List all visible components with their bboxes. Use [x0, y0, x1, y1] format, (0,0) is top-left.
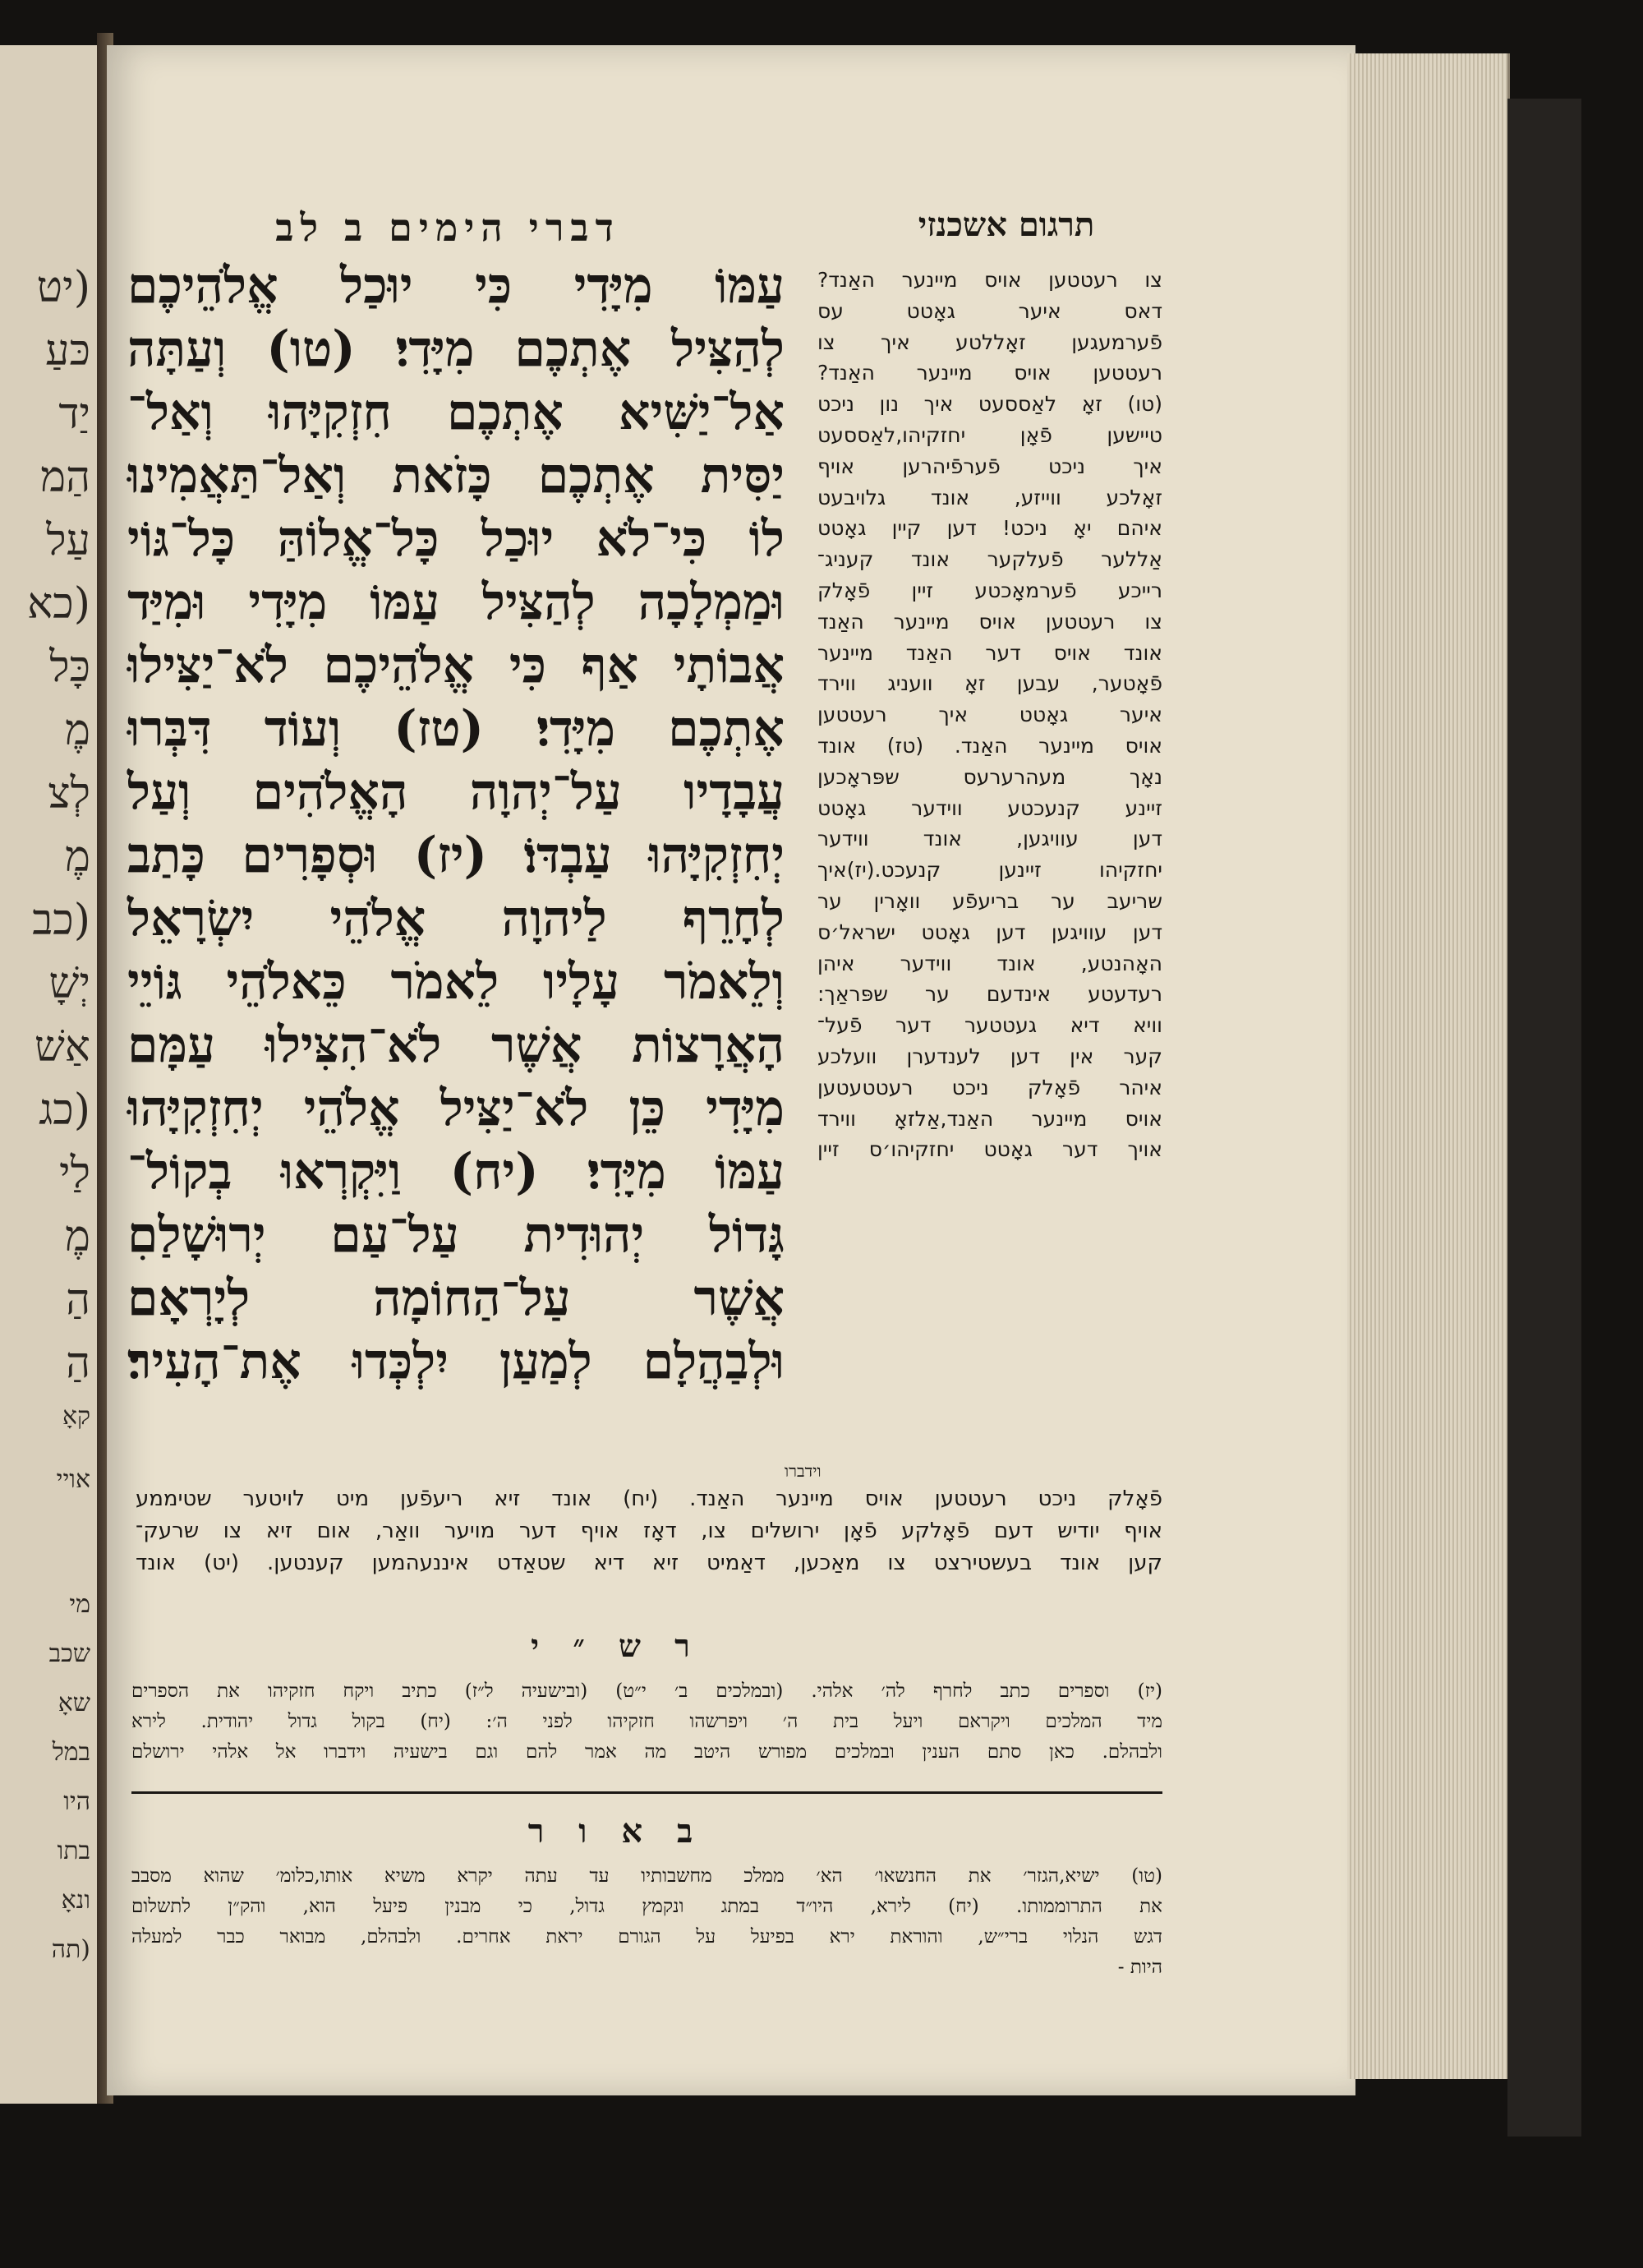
left-page-fragment: היו: [63, 1787, 90, 1816]
hebrew-line: מִיָּדִי כֵּן לֹא־יַצִּיל אֱלֹהֵי יְחִזְקִיָּהוּ: [127, 1080, 785, 1137]
hebrew-line: גָּדוֹל יְהוּדִית עַל־עַם יְרוּשָׁלַםִ: [127, 1206, 785, 1264]
left-page-fragment: (כא: [27, 579, 90, 629]
yiddish-continuation: [136, 1483, 1162, 1579]
yiddish-line: קען אונד בעשטירצט צו מאַכען, דאַמיט זיא דיא שטאַדט איננעהמען קענטען. (יט) אונד: [136, 1551, 1162, 1575]
left-page-fragment: במל: [52, 1738, 90, 1767]
left-page-fragment: מֶ: [65, 1212, 90, 1261]
yiddish-line: צו רעטטען אויס מיינער האַנד?: [817, 268, 1162, 292]
yiddish-line: טיישען פֿאָן יחזקיהו,לאַססעט: [817, 422, 1162, 447]
biur-line: דגש הנלוי ברי״ש, והוראת ירא בפיעל על הגורם יראת אחרים. ולבהלם, מבואר כבר למעלה: [131, 1926, 1162, 1948]
yiddish-line: קער אין דען לענדערן וועלכע: [817, 1044, 1162, 1068]
header-left-title: דברי הימים ב לב: [275, 205, 620, 250]
hebrew-line: לְהַצִּיל אֶתְכֶם מִיָּדִי׃ (טו) וְעַתָּה: [127, 320, 785, 378]
yiddish-line: צו רעטטען אויס מיינער האַנד: [817, 609, 1162, 634]
yiddish-line: רייכע פֿערמאָכטע זיין פֿאָלק: [817, 578, 1162, 602]
yiddish-line: דען עוויגען דען גאָטט ישראל׳ס: [817, 920, 1162, 944]
left-page-fragment: מֶ: [65, 706, 90, 755]
yiddish-line: יחזקיהו זיינען קנעכט.(יז)איך: [817, 858, 1162, 883]
hebrew-line: לְחָרֵף לַיהוָה אֱלֹהֵי יִשְׂרָאֵל: [127, 890, 785, 947]
left-page-fragment: אַשׁ: [34, 1022, 90, 1072]
yiddish-line: איער גאָטט איך רעטטען: [817, 703, 1162, 727]
rashi-line: ולבהלם. כאן סתם הענין ובמלכים מפורש היטב מה אמר להם וגם בישעיה וידברו אל אלהי ירושלם: [131, 1741, 1162, 1763]
left-page-fragment: (כב: [32, 896, 90, 945]
left-page-fragment: יְשָׁ: [48, 959, 90, 1008]
yiddish-line: אויס מיינער האַנד. (טז) אונד: [817, 733, 1162, 758]
yiddish-line: פֿערמעגען זאָללטע איך צו: [817, 330, 1162, 354]
yiddish-line: איהר פֿאָלק ניכט רעטטעטען: [817, 1075, 1162, 1099]
left-page-fragment: ונאָ: [61, 1886, 90, 1915]
yiddish-line: וויא דיא געטטער דער פֿעל־: [817, 1013, 1162, 1038]
yiddish-line: האָהנטע, אונד ווידער איהן: [817, 951, 1162, 975]
yiddish-line: שריעב ער בריעפֿע וואָרין ער: [817, 888, 1162, 913]
hebrew-line: אֲבוֹתָי אַף כִּי אֱלֹהֵיכֶם לֹא־יַצִּילוּ: [127, 637, 785, 694]
yiddish-line: אַללער פֿעלקער אונד קעניג־: [817, 547, 1162, 572]
yiddish-line: איך ניכט פֿערפֿיהרען אויף: [817, 454, 1162, 478]
biur-commentary: [131, 1861, 1162, 1983]
left-page-fragment: עַל: [46, 516, 90, 565]
biur-line: (טו) ישיא,הגזר׳ את החנשאו׳ הא׳ ממלכ מחשבותיו עד עתה יקרא משיא אותו,כלומ׳ שהוא מסבב: [131, 1865, 1162, 1887]
hebrew-line: וּמַמְלָכָה לְהַצִּיל עַמּוֹ מִיָּדִי וּמִיַּד: [127, 574, 785, 631]
yiddish-line: זאָלכע ווייזע, אונד גלויבעט: [817, 485, 1162, 509]
yiddish-line: אויך דער גאָטט יחזקיהו׳ס זיין: [817, 1137, 1162, 1162]
hebrew-line: יַסִּית אֶתְכֶם כָּזֹאת וְאַל־תַּאֲמִינוּ: [127, 447, 785, 505]
hebrew-line: וְלֵאמֹר עָלָיו לֵאמֹר כֵּאלֹהֵי גּוֹיֵי: [127, 953, 785, 1011]
hebrew-line: אֶתְכֶם מִיָּדִי׃ (טז) וְעוֹד דִּבְּרוּ: [127, 700, 785, 758]
left-page-fragment: כָּל: [49, 643, 90, 692]
book-cover: [1507, 99, 1581, 2137]
left-page-fragment: כּעַ: [45, 326, 90, 376]
catchword: וידברו: [785, 1461, 822, 1481]
yiddish-line: רעטטען אויס מיינער האַנד?: [817, 361, 1162, 385]
left-page-fragment: הַ: [66, 1339, 90, 1388]
left-page-fragment: מֶ: [65, 832, 90, 882]
left-page-fragment: שאָ: [58, 1689, 90, 1717]
left-page-fragment: מי: [69, 1590, 90, 1619]
rashi-line: (יז) וספרים כתב לחרף לה׳ אלהי. (ובמלכים ב׳ י״ט) (ובישעיה ל״ז) כתיב ויקח חזקיהו את הספרים: [131, 1680, 1162, 1702]
left-page-fragment: (יט: [36, 263, 90, 312]
hebrew-text-column: [127, 255, 785, 1394]
yiddish-line: (טו) זאָ לאַססעט איך נון ניכט: [817, 392, 1162, 417]
hebrew-line: אַל־יַשִּׁיא אֶתְכֶם חִזְקִיָּהוּ וְאַל־: [127, 384, 785, 441]
page-edges: [1347, 53, 1510, 2079]
divider-rule: [131, 1791, 1162, 1794]
yiddish-line: פֿאָלק ניכט רעטטען אויס מיינער האַנד. (יח) אונד זיא ריעפֿען מיט לויטער שטיממע: [136, 1487, 1162, 1511]
hebrew-line: עַמּוֹ מִיָּדִי כִּי יוּכַל אֱלֹהֵיכֶם: [127, 257, 785, 315]
yiddish-line: אונד אויס דער האַנד מיינער: [817, 640, 1162, 665]
yiddish-line: זיינע קנעכטע ווידער גאָטט: [817, 795, 1162, 820]
rashi-commentary: [131, 1676, 1162, 1768]
biur-line: את התרוממותו. (יח) לירא, היו״ד במתג ונקמץ גדול, כי מבנין פיעל הוא, והק״ן לתשלום: [131, 1896, 1162, 1917]
left-page-edge: [0, 45, 99, 2104]
left-page-fragment: הַ: [66, 1275, 90, 1325]
hebrew-line: אֲשֶׁר עַל־הַחוֹמָה לְיָרְאָם: [127, 1270, 785, 1327]
hebrew-line: עַמּוֹ מִיָּדִי׃ (יח) וַיִּקְרְאוּ בְקוֹל־: [127, 1143, 785, 1201]
left-page-fragment: (תה: [51, 1935, 90, 1964]
left-page-fragment: לְצ: [48, 769, 90, 818]
left-page-fragment: יַד: [58, 390, 90, 439]
biur-heading: ב א ו ר: [527, 1812, 705, 1851]
hebrew-line: הָאֲרָצוֹת אֲשֶׁר לֹא־הִצִּילוּ עַמָּם: [127, 1016, 785, 1074]
yiddish-line: רעדעטע אינדעם ער שפּראַך:: [817, 982, 1162, 1007]
yiddish-line: פֿאָטער, עבען זאָ וועניג ווירד: [817, 671, 1162, 696]
left-page-fragment: (כג: [39, 1086, 90, 1135]
rashi-heading: ר ש ״ י: [531, 1627, 702, 1664]
yiddish-line: אויף יודיש דעם פֿאָלקע פֿאָן ירושלים צו, דאָז אויף דער מויער וואַר, אום זיא צו שרעק־: [136, 1519, 1162, 1543]
header-right-title: תרגום אשכנזי: [918, 205, 1095, 244]
yiddish-line: דאס איער גאָטט עס: [817, 298, 1162, 323]
left-page-fragment: לַי: [59, 1149, 90, 1198]
yiddish-line: נאָך מעהרערעס שפּראָכען: [817, 764, 1162, 789]
biur-line: היות -: [1117, 1957, 1162, 1978]
rashi-line: מיד המלכים ויקראם ויעל בית ה׳ ויפרשהו חזקיהו לפני ה׳: (יח) בקול גדול יהודית. לירא: [131, 1711, 1162, 1732]
yiddish-line: דען עוויגען, אונד ווידער: [817, 827, 1162, 851]
hebrew-line: וּלְבַהֲלָם לְמַעַן יִלְכְּדוּ אֶת־הָעִיר׃: [127, 1333, 785, 1390]
left-page-fragment: אויי: [56, 1465, 90, 1494]
left-page-fragment: קאָ: [62, 1402, 90, 1431]
left-page-fragment: שכב: [48, 1639, 90, 1668]
yiddish-translation-column: [817, 265, 1162, 1165]
left-page-fragment: הַמ: [40, 453, 90, 502]
hebrew-line: יְחִזְקִיָּהוּ עַבְדּוֹ׃ (יז) וּסְפָרִים כָּתַב: [127, 827, 785, 884]
left-page-fragment: בתו: [57, 1837, 90, 1865]
hebrew-line: עֲבָדָיו עַל־יְהוָה הָאֱלֹהִים וְעַל: [127, 763, 785, 821]
hebrew-line: לוֹ כִּי־לֹא יוּכַל כָּל־אֱלוֹהַּ כָּל־גּוֹי: [127, 510, 785, 568]
yiddish-line: איהם יאָ ניכט! דען קיין גאָטט: [817, 516, 1162, 541]
yiddish-line: אויס מיינער האַנד,אַלזאָ ווירד: [817, 1106, 1162, 1131]
